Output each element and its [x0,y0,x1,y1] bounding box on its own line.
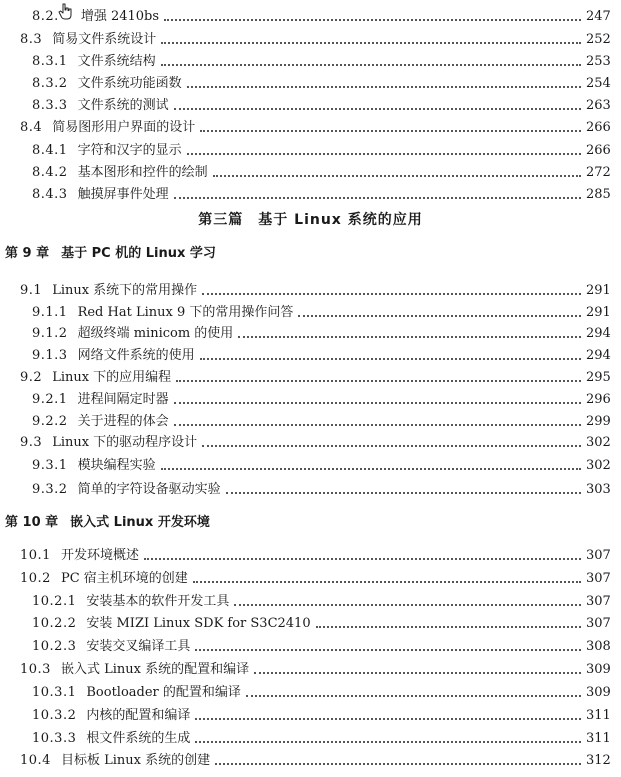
dot-leader [187,153,581,155]
entry-page: 266 [586,143,611,158]
entry-number: 8.4.3 [32,187,68,202]
entry-title: 关于进程的体会 [77,414,169,429]
entry-number: 9.1.1 [32,305,68,320]
entry-number: 10.2.2 [32,616,77,631]
entry-number: 9.1.2 [32,326,68,341]
entry-number: 10.2.1 [32,594,77,609]
entry-title: 安装基本的软件开发工具 [86,594,230,609]
entry-title: 安装 MIZI Linux SDK for S3C2410 [86,616,311,631]
entry-title: 进程间隔定时器 [77,392,169,407]
entry-page: 247 [586,9,611,24]
entry-number: 8.3 [20,32,43,47]
entry-number: 10.2 [20,571,51,586]
dot-leader [202,445,581,447]
entry-page: 252 [586,32,611,47]
dot-leader [144,558,581,560]
entry-page: 299 [586,414,611,429]
dot-leader [195,649,581,651]
entry-number: 8.3.3 [32,98,68,113]
entry-number: 8.2. [32,9,59,24]
toc-entry[interactable] [0,568,621,590]
dot-leader [174,197,581,199]
entry-title: 字符和汉字的显示 [77,143,182,158]
entry-page: 309 [586,662,611,677]
entry-number: 8.4.1 [32,143,68,158]
dot-leader [176,380,581,382]
entry-page: 254 [586,76,611,91]
chapter-number: 第 10 章 [5,515,59,530]
chapter-title: 基于 PC 机的 Linux 学习 [61,246,216,261]
toc-entry[interactable] [0,705,621,727]
dot-leader [298,315,581,317]
toc-entry[interactable] [0,184,621,206]
dot-leader [161,468,581,470]
toc-entry[interactable] [0,95,621,117]
entry-title: 根文件系统的生成 [86,731,191,746]
entry-page: 307 [586,571,611,586]
entry-page: 307 [586,616,611,631]
dot-leader [213,175,581,177]
entry-title: 超级终端 minicom 的使用 [77,326,234,341]
dot-leader [195,741,581,743]
dot-leader [200,130,581,132]
entry-title: Linux 下的应用编程 [52,370,172,385]
entry-number: 9.1 [20,283,43,298]
entry-title: 模块编程实验 [77,458,156,473]
dot-leader [161,64,581,66]
entry-number: 10.1 [20,548,51,563]
dot-leader [246,695,581,697]
entry-title: 简易图形用户界面的设计 [52,120,196,135]
entry-number: 9.3.1 [32,458,68,473]
entry-page: 294 [586,326,611,341]
toc-entry[interactable] [0,280,621,302]
entry-title: 目标板 Linux 系统的创建 [60,753,211,768]
toc-entry[interactable] [0,545,621,567]
entry-title: PC 宿主机环境的创建 [60,571,188,586]
entry-number: 9.3 [20,435,43,450]
toc-entry[interactable] [0,29,621,51]
entry-number: 10.3.3 [32,731,77,746]
toc-entry[interactable] [0,6,621,28]
entry-page: 294 [586,348,611,363]
dot-leader [226,492,581,494]
chapter-number: 第 9 章 [5,246,50,261]
dot-leader [254,672,581,674]
entry-title: 简单的字符设备驱动实验 [77,482,221,497]
toc-entry[interactable] [0,140,621,162]
chapter-title: 嵌入式 Linux 开发环境 [70,515,210,530]
part-title: 第三篇 基于 Linux 系统的应用 [198,212,423,228]
entry-number: 10.3.2 [32,708,77,723]
toc-entry[interactable] [0,613,621,635]
entry-title: Linux 系统下的常用操作 [52,283,198,298]
entry-page: 272 [586,165,611,180]
toc-entry[interactable] [0,455,621,477]
entry-title: 文件系统功能函数 [77,76,182,91]
entry-page: 285 [586,187,611,202]
entry-title: 文件系统结构 [77,54,156,69]
dot-leader [195,718,581,720]
entry-title: 增强 2410bs [80,9,160,24]
entry-page: 303 [586,482,611,497]
toc-entry[interactable] [0,51,621,73]
entry-page: 295 [586,370,611,385]
dot-leader [174,402,581,404]
entry-page: 263 [586,98,611,113]
toc-entry[interactable] [0,162,621,184]
entry-number: 9.2.2 [32,414,68,429]
entry-title: 网络文件系统的使用 [77,348,195,363]
toc-entry[interactable] [0,750,621,772]
entry-title: 基本图形和控件的绘制 [77,165,208,180]
entry-number: 9.3.2 [32,482,68,497]
entry-page: 309 [586,685,611,700]
dot-leader [234,604,581,606]
toc-entry[interactable] [0,432,621,454]
toc-entry[interactable] [0,682,621,704]
entry-number: 8.4.2 [32,165,68,180]
toc-entry[interactable] [0,389,621,411]
toc-entry[interactable] [0,302,621,324]
entry-page: 311 [586,731,611,746]
entry-page: 312 [586,753,611,768]
entry-number: 8.4 [20,120,43,135]
entry-number: 8.3.2 [32,76,68,91]
chapter-heading[interactable] [5,243,216,265]
entry-number: 8.3.1 [32,54,68,69]
entry-page: 291 [586,283,611,298]
entry-page: 302 [586,435,611,450]
dot-leader [193,581,581,583]
toc-entry[interactable] [0,323,621,345]
entry-title: 简易文件系统设计 [52,32,157,47]
toc-entry[interactable] [0,728,621,750]
entry-number: 10.3 [20,662,51,677]
entry-title: 安装交叉编译工具 [86,639,191,654]
dot-leader [174,424,581,426]
entry-page: 253 [586,54,611,69]
dot-leader [238,336,581,338]
toc-entry[interactable] [0,636,621,658]
toc-entry[interactable] [0,73,621,95]
entry-page: 308 [586,639,611,654]
dot-leader [200,358,581,360]
chapter-heading[interactable] [5,512,210,534]
hand-cursor-icon [58,3,74,21]
entry-number: 10.3.1 [32,685,77,700]
entry-title: 文件系统的测试 [77,98,169,113]
entry-title: Linux 下的驱动程序设计 [52,435,198,450]
entry-title: Red Hat Linux 9 下的常用操作问答 [77,305,294,320]
entry-number: 10.2.3 [32,639,77,654]
entry-page: 266 [586,120,611,135]
entry-title: 触摸屏事件处理 [77,187,169,202]
entry-title: 内核的配置和编译 [86,708,191,723]
toc-entry[interactable] [0,411,621,433]
entry-page: 302 [586,458,611,473]
entry-title: Bootloader 的配置和编译 [86,685,241,700]
dot-leader [174,108,581,110]
dot-leader [202,293,581,295]
toc-entry[interactable] [0,659,621,681]
toc-entry[interactable] [0,591,621,613]
toc-entry[interactable] [0,479,621,501]
entry-number: 9.1.3 [32,348,68,363]
dot-leader [164,19,581,21]
dot-leader [316,626,581,628]
entry-title: 嵌入式 Linux 系统的配置和编译 [60,662,250,677]
entry-title: 开发环境概述 [60,548,139,563]
entry-page: 311 [586,708,611,723]
entry-page: 296 [586,392,611,407]
dot-leader [161,42,581,44]
entry-page: 307 [586,594,611,609]
toc-entry[interactable] [0,345,621,367]
entry-number: 9.2.1 [32,392,68,407]
entry-number: 10.4 [20,753,51,768]
toc-entry[interactable] [0,367,621,389]
entry-page: 307 [586,548,611,563]
dot-leader [215,763,581,765]
entry-page: 291 [586,305,611,320]
entry-number: 9.2 [20,370,43,385]
toc-entry[interactable] [0,117,621,139]
dot-leader [187,86,581,88]
